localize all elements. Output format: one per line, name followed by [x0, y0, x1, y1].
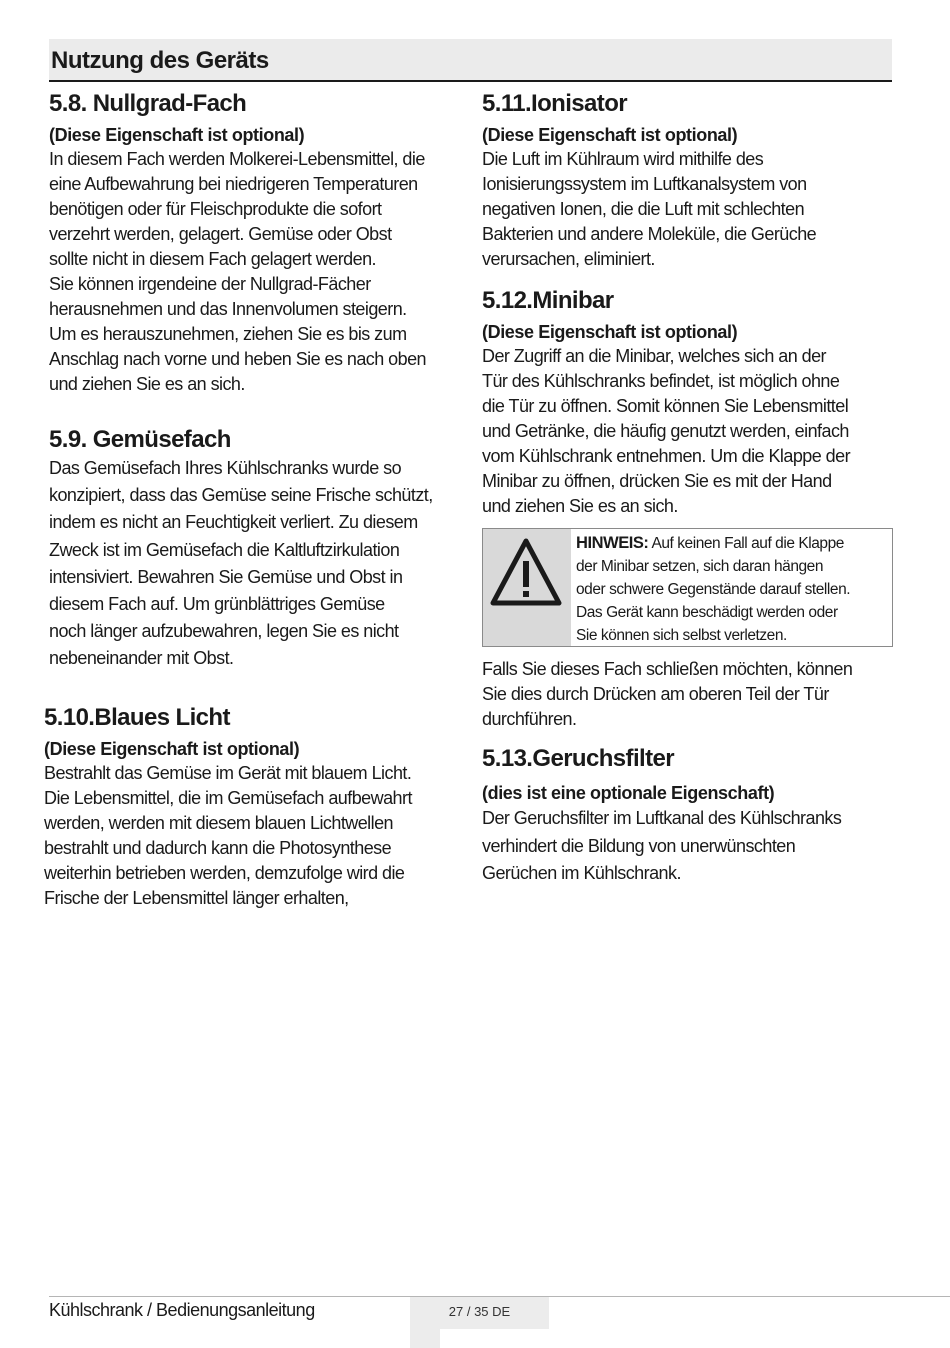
section-blaues-licht [44, 704, 461, 911]
text-line: konzipiert, dass das Gemüse seine Frische schützt, [49, 485, 433, 506]
section-body [482, 805, 894, 888]
page-number: 27 / 35 DE [410, 1297, 549, 1329]
text-line: Frische der Lebensmittel länger erhalten, [44, 888, 349, 908]
text-line: werden, werden mit diesem blauen Lichtwellen [44, 813, 394, 833]
warning-triangle-icon [489, 537, 563, 609]
section-geruchsfilter [482, 745, 894, 888]
text-line: Ionisierungssystem im Luftkanalsystem von [482, 174, 807, 194]
text-line: Sie können sich selbst verletzen. [576, 627, 787, 644]
text-line: durchführen. [482, 709, 577, 729]
text-line: Anschlag nach vorne und heben Sie es nach oben [49, 349, 427, 369]
optional-note: (Diese Eigenschaft ist optional) [482, 125, 738, 145]
text-line: verursachen, eliminiert. [482, 249, 655, 269]
section-body [482, 147, 894, 272]
notice-text [571, 529, 892, 646]
text-line: Auf keinen Fall auf die Klappe [648, 535, 844, 552]
text-line: Falls Sie dieses Fach schließen möchten, können [482, 659, 853, 679]
text-line: oder schwere Gegenstände darauf stellen. [576, 581, 851, 598]
notice-box [482, 528, 893, 647]
text-line: Sie dies durch Drücken am oberen Teil der Tür [482, 684, 829, 704]
section-gemuesefach [49, 426, 461, 673]
section-body [49, 455, 461, 673]
text-line: eine Aufbewahrung bei niedrigeren Temperaturen [49, 174, 418, 194]
optional-note: (Diese Eigenschaft ist optional) [482, 322, 738, 342]
text-line: und Getränke, die häufig genutzt werden, einfach [482, 421, 849, 441]
section-heading: 5.13.Geruchsfilter [482, 745, 674, 772]
section-heading: 5.12.Minibar [482, 287, 614, 314]
text-line: der Minibar setzen, sich daran hängen [576, 558, 824, 575]
text-line: Der Geruchsfilter im Luftkanal des Kühlschranks [482, 808, 842, 828]
text-line: intensiviert. Bewahren Sie Gemüse und Obst in [49, 566, 403, 587]
text-line: und ziehen Sie es an sich. [482, 496, 678, 516]
text-line: nebeneinander mit Obst. [49, 648, 234, 669]
text-line: Um es herauszunehmen, ziehen Sie es bis zum [49, 324, 407, 344]
text-line: weiterhin betrieben werden, demzufolge wird die [44, 863, 405, 883]
text-line: Bakterien und andere Moleküle, die Gerüche [482, 224, 817, 244]
text-line: Tür des Kühlschranks befindet, ist möglich ohne [482, 371, 840, 391]
text-line: negativen Ionen, die die Luft mit schlechten [482, 199, 805, 219]
optional-note: (Diese Eigenschaft ist optional) [49, 125, 305, 145]
text-line: verhindert die Bildung von unerwünschten [482, 835, 796, 856]
text-line: Zweck ist im Gemüsefach die Kaltluftzirkulation [49, 539, 400, 560]
section-body-after [482, 657, 894, 732]
text-line: Das Gemüsefach Ihres Kühlschranks wurde so [49, 458, 402, 478]
text-line: benötigen oder für Fleischprodukte die sofort [49, 199, 382, 219]
section-ionisator [482, 90, 894, 272]
text-line: sollte nicht in diesem Fach gelagert werden. [49, 249, 376, 269]
text-line: verzehrt werden, gelagert. Gemüse oder Obst [49, 224, 392, 244]
text-line: die Tür zu öffnen. Somit können Sie Lebensmittel [482, 396, 849, 416]
text-line: Das Gerät kann beschädigt werden oder [576, 604, 838, 621]
section-body [44, 761, 461, 911]
footer-title: Kühlschrank / Bedienungsanleitung [49, 1300, 315, 1320]
section-heading: 5.10.Blaues Licht [44, 704, 230, 731]
text-line: Bestrahlt das Gemüse im Gerät mit blauem Licht. [44, 763, 412, 783]
footer-tab [410, 1329, 440, 1348]
text-line: Der Zugriff an die Minibar, welches sich an der [482, 346, 826, 366]
notice-label: HINWEIS: [576, 534, 649, 552]
section-body [482, 344, 894, 519]
section-nullgrad-fach [49, 90, 461, 397]
text-line: diesem Fach auf. Um grünblättriges Gemüse [49, 594, 385, 615]
section-heading: 5.11.Ionisator [482, 90, 627, 117]
text-line: Gerüchen im Kühlschrank. [482, 863, 681, 883]
optional-note: (dies ist eine optionale Eigenschaft) [482, 783, 775, 803]
text-line: vom Kühlschrank entnehmen. Um die Klappe der [482, 446, 851, 466]
text-line: bestrahlt und dadurch kann die Photosynthese [44, 838, 392, 858]
page-title: Nutzung des Geräts [51, 47, 269, 74]
text-line: und ziehen Sie es an sich. [49, 374, 245, 394]
text-line: Die Lebensmittel, die im Gemüsefach aufbewahrt [44, 788, 412, 808]
section-body [49, 147, 461, 397]
section-heading: 5.9. Gemüsefach [49, 426, 231, 453]
text-line: Die Luft im Kühlraum wird mithilfe des [482, 149, 764, 169]
page-header [49, 39, 892, 82]
text-line: Sie können irgendeine der Nullgrad-Fächer [49, 274, 371, 294]
notice-icon-panel [483, 529, 571, 646]
optional-note: (Diese Eigenschaft ist optional) [44, 739, 300, 759]
section-heading: 5.8. Nullgrad-Fach [49, 90, 247, 117]
text-line: indem es nicht an Feuchtigkeit verliert. Zu diesem [49, 512, 418, 533]
section-minibar [482, 287, 894, 732]
text-line: herausnehmen und das Innenvolumen steigern. [49, 299, 407, 319]
text-line: noch länger aufzubewahren, legen Sie es nicht [49, 621, 399, 642]
text-line: Minibar zu öffnen, drücken Sie es mit der Hand [482, 471, 832, 491]
text-line: In diesem Fach werden Molkerei-Lebensmittel, die [49, 149, 425, 169]
